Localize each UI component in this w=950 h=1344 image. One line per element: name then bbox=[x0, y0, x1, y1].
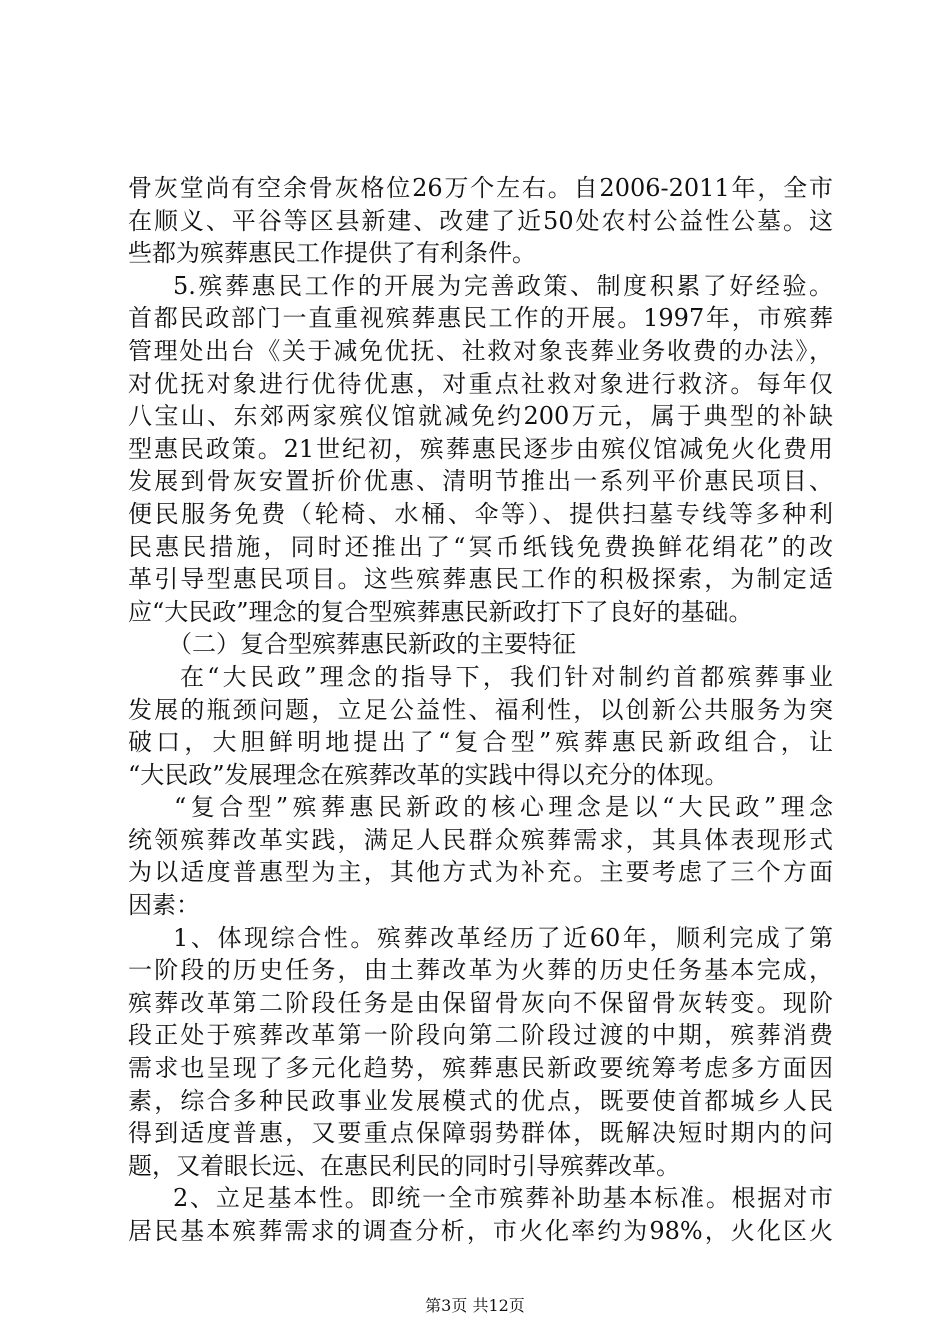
text-line: 在“大民政”理念的指导下，我们针对制约首都殡葬事业 bbox=[180, 662, 833, 691]
text-line: 5.殡葬惠民工作的开展为完善政策、制度积累了好经验。 bbox=[173, 271, 833, 300]
text-line: 革引导型惠民项目。这些殡葬惠民工作的积极探索，为制定适 bbox=[128, 565, 833, 594]
text-line: 在顺义、平谷等区县新建、改建了近50处农村公益性公墓。这 bbox=[128, 206, 833, 235]
text-line: 为以适度普惠型为主，其他方式为补充。主要考虑了三个方面 bbox=[128, 858, 833, 887]
text-line: 应“大民政”理念的复合型殡葬惠民新政打下了良好的基础。 bbox=[128, 597, 753, 626]
text-line: 1、体现综合性。殡葬改革经历了近60年，顺利完成了第 bbox=[173, 923, 833, 952]
text-line: “大民政”发展理念在殡葬改革的实践中得以充分的体现。 bbox=[128, 760, 729, 789]
text-line: 型惠民政策。21世纪初，殡葬惠民逐步由殡仪馆减免火化费用 bbox=[128, 434, 833, 463]
text-line: 八宝山、东郊两家殡仪馆就减免约200万元，属于典型的补缺 bbox=[128, 402, 833, 431]
page-footer: 第3页 共12页 bbox=[425, 1296, 525, 1315]
text-line: 素，综合多种民政事业发展模式的优点，既要使首都城乡人民 bbox=[128, 1086, 833, 1115]
document-body bbox=[128, 172, 833, 1248]
text-line: 管理处出台《关于减免优抚、社救对象丧葬业务收费的办法》， bbox=[128, 336, 833, 365]
text-line: 对优抚对象进行优待优惠，对重点社救对象进行救济。每年仅 bbox=[128, 369, 833, 398]
text-line: 居民基本殡葬需求的调查分析，市火化率约为98%，火化区火 bbox=[128, 1217, 833, 1245]
text-line: 些都为殡葬惠民工作提供了有利条件。 bbox=[128, 239, 536, 268]
text-line: 发展的瓶颈问题，立足公益性、福利性，以创新公共服务为突 bbox=[128, 695, 833, 724]
text-line: 因素： bbox=[128, 891, 200, 920]
text-line: 殡葬改革第二阶段任务是由保留骨灰向不保留骨灰转变。现阶 bbox=[128, 988, 833, 1017]
text-line: 首都民政部门一直重视殡葬惠民工作的开展。1997年，市殡葬 bbox=[128, 304, 833, 333]
text-line: 发展到骨灰安置折价优惠、清明节推出一系列平价惠民项目、 bbox=[128, 467, 833, 496]
text-line: 题，又着眼长远、在惠民利民的同时引导殡葬改革。 bbox=[128, 1151, 680, 1180]
text-line: 得到适度普惠，又要重点保障弱势群体，既解决短时期内的问 bbox=[128, 1119, 833, 1148]
text-line: 2、立足基本性。即统一全市殡葬补助基本标准。根据对市 bbox=[173, 1184, 833, 1213]
text-line: 段正处于殡葬改革第一阶段向第二阶段过渡的中期，殡葬消费 bbox=[128, 1021, 833, 1050]
text-line: “复合型”殡葬惠民新政的核心理念是以“大民政”理念 bbox=[174, 793, 833, 822]
text-line: 民惠民措施，同时还推出了“冥币纸钱免费换鲜花绢花”的改 bbox=[128, 532, 833, 561]
text-line: 破口，大胆鲜明地提出了“复合型”殡葬惠民新政组合，让 bbox=[128, 728, 833, 757]
text-line: 需求也呈现了多元化趋势，殡葬惠民新政要统筹考虑多方面因 bbox=[128, 1054, 833, 1083]
text-line: 统领殡葬改革实践，满足人民群众殡葬需求，其具体表现形式 bbox=[128, 825, 833, 854]
text-line: （二）复合型殡葬惠民新政的主要特征 bbox=[168, 630, 576, 659]
text-line: 一阶段的历史任务，由土葬改革为火葬的历史任务基本完成， bbox=[128, 956, 833, 985]
text-line: 便民服务免费（轮椅、水桶、伞等）、提供扫墓专线等多种利 bbox=[128, 499, 833, 528]
text-line: 骨灰堂尚有空余骨灰格位26万个左右。自2006-2011年，全市 bbox=[128, 174, 833, 202]
